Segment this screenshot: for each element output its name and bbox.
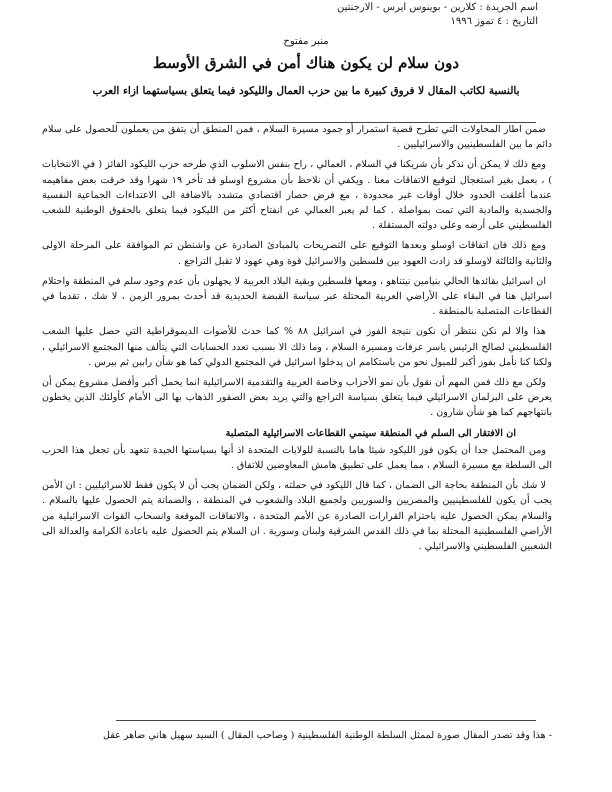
paragraph: ومع ذلك فان اتفاقات اوسلو وبعدها التوقيع على التصريحات بالمبادئ الصادرة عن واشنطن تم الموافقة على المرحلة الاولى والثانية والثالثة لاوسلو قد زادت العهود بين فلسطين والاسرائيل قوة وهي عهود لا تقبل التراجع . bbox=[42, 240, 552, 267]
footnote: - هذا وقد تصدر المقال صورة لممثل السلطة الوطنية الفلسطينية ( وصاحب المقال ) السيد سهيل هاني ضاهر عقل bbox=[103, 730, 552, 741]
paragraph: ولكن مع ذلك فمن المهم أن نقول بأن نمو الأحزاب وخاصة العربية والتقدمية الاسرائيلية انما يحمل أكبر وأفضل مشروع يمكن أن يعرض على البرلمان الاسرائيلي فيما يتعلق بسياسة التراجع والتي يريد بعض الصقور الذهاب بها الى الأمام كأولئك الذين يخطون بانتهاجهم كما هو شأن شارون . bbox=[42, 377, 552, 419]
section-subheading: ان الافتقار الى السلم في المنطقة سينمي القطاعات الاسرائيلية المتصلبة bbox=[225, 427, 516, 439]
section-label: منبر مفتوح bbox=[283, 36, 329, 47]
newspaper-name: اسم الجريدة : كلارين - بوينوس ايرس - الارجنتين bbox=[337, 2, 538, 13]
article-date: التاريخ : ٤ تموز ١٩٩٦ bbox=[450, 16, 538, 27]
paragraph: هذا والا لم نكن ننتظر أن نكون نتيجة الفوز في اسرائيل ٨٨ % كما حدث للأصوات الديموقراطية التي حصل عليها الشعب الفلسطيني لصالح الرئيس ياسر عرفات ومسيرة السلام ، وما ذلك الا بسبب تعدد الحسابات التي يتألف منها المجتمع الاسرائيلي ، ولكنا كنا نأمل بفوز أكبر للميول نحو من باستكامم ان يدخلوا اسرائيل في المجتمع الدولي كما هو شأن رابين ثم بيرس . bbox=[42, 326, 552, 368]
paragraph: لا شك بأن المنطقة بحاجة الى الضمان ، كما قال الليكود في حملته ، ولكن الضمان يجب أن لا يكون فقط للاسرائيليين : ان الأمن يجب أن يكون للفلسطينيين والمصريين والسوريين ولجميع البلاد والشعوب في المنطقة ، والضمانة يتم الحصول عليها بالسلام . والسلام يمكن الحصول عليه باحترام القرارات الصادرة عن الأمم المتحدة ، والاتفاقات الموقعة وانسحاب القوات الاسرائيلية من الأراضي الفلسطينية المحتلة بما في ذلك القدس الشرقية ولبنان وسورية . ان السلام يتم الحصول عليه باعادة الكرامة والعدالة الى الشعبين الفلسطيني والاسرائيلي . bbox=[42, 480, 552, 553]
article-body bbox=[42, 122, 552, 559]
article-title: دون سلام لن يكون هناك أمن في الشرق الأوسط bbox=[152, 54, 460, 72]
paragraph: ومن المحتمل جدا أن يكون فوز الليكود شيئا هاما بالنسبة للولايات المتحدة اذ أنها بسياستها الجيدة تتعهد بأن تجعل هذا الحزب الى السلطة مع مسيرة السلام ، مما يعمل على تطبيق هامش المعاوضين للاتفاق . bbox=[42, 444, 552, 472]
article-subtitle: بالنسبة لكاتب المقال لا فروق كبيرة ما بين حزب العمال والليكود فيما يتعلق بسياستهما ازاء العرب bbox=[92, 85, 520, 97]
bottom-rule bbox=[116, 720, 536, 721]
paragraph: ضمن اطار المحاولات التي تطرح قضية استمرار أو جمود مسيرة السلام ، فمن المنطق أن يتفق من يعملون للحصول على سلام دائم ما بين الفلسطينيين والاسرائيليين . bbox=[42, 124, 552, 151]
paragraph: ومع ذلك لا يمكن أن نذكر بأن شريكنا في السلام ، العمالي ، راح بنفس الاسلوب الذي طرحه حزب الليكود الفائز ( في الانتخابات ) ، بعمل بغير استعجال لتوقيع الاتفاقات معنا . ويكفي أن نلاحظ بأن مشروع اوسلو قد تأخر ١٩ شهرا وقد خرقت بعض مفاهيمه عندما أغلقت الحدود خلال أوقات غير محدودة ، مع فرض حصار اقتصادي متشدد بالاضافة الى الاعتداءات الجماعية النفسية والجسدية والمادية التي تمت بمواصلة . كما لم يعبر العمالي عن انفتاح أكثر من الليكود فيما يتعلق بالحقوق الوطنية للشعب الفلسطيني على أرضه وعلى دولته المستقلة . bbox=[42, 159, 553, 232]
paragraph: ان اسرائيل بقائدها الحالي بنيامين نيتناهو ، ومعها فلسطين وبقية البلاد العربية لا يجهلون بأن عدم وجود سلم في المنطقة واحتلام اسرائيل هنا في البقاء على الأراضي العربية المحتلة عبر سياسة القبضة الحديدية قد أحدث بمرور الزمن ، لا شك ، تقدما في القطاعات المتصلبة بالمنطقة . bbox=[42, 275, 552, 318]
